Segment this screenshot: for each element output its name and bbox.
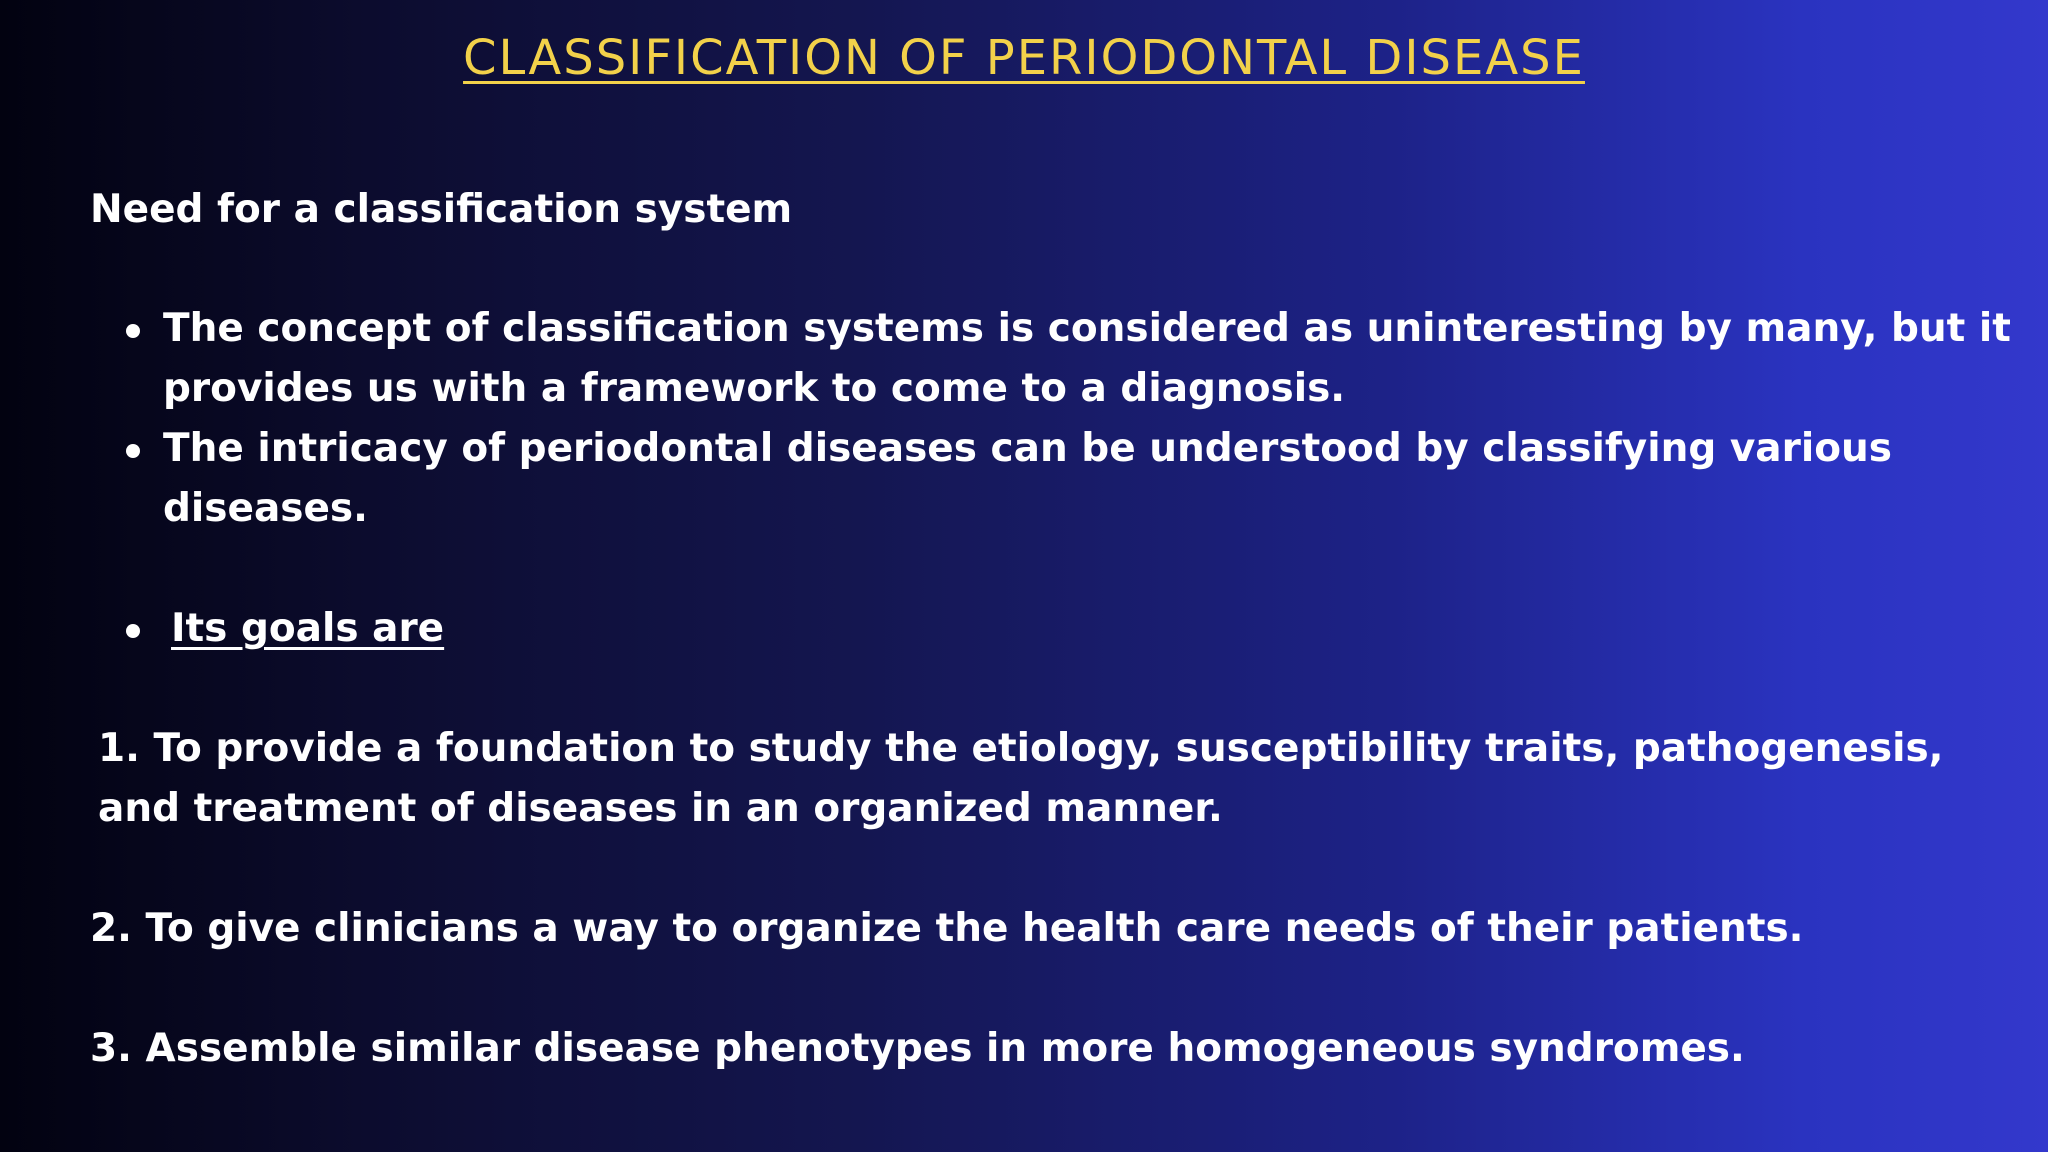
bullet-list (90, 299, 2011, 659)
bullet-text: The intricacy of periodontal diseases can be understood by classifying various diseases. (163, 426, 1892, 531)
slide-content (90, 180, 2011, 1079)
bullet-item (90, 299, 2023, 419)
bullet-item (90, 419, 2023, 539)
goal-item-1: 1. To provide a foundation to study the etiology, susceptibility traits, pathogenesis, and treatment of diseases in an organized manner. (98, 726, 1944, 831)
goal-item-3: 3. Assemble similar disease phenotypes in more homogeneous syndromes. (90, 1026, 1745, 1071)
bullet-dot-icon (126, 444, 140, 458)
slide-title: CLASSIFICATION OF PERIODONTAL DISEASE (463, 30, 1585, 86)
bullet-item-goals (90, 599, 2023, 659)
section-subheading: Need for a classification system (90, 187, 793, 232)
bullet-text: The concept of classification systems is considered as uninteresting by many, but it provides us with a framework to come to a diagnosis. (163, 306, 2011, 411)
goals-label: Its goals are (171, 606, 445, 651)
bullet-dot-icon (126, 624, 140, 638)
bullet-dot-icon (126, 324, 140, 338)
goal-item-2: 2. To give clinicians a way to organize the health care needs of their patients. (90, 906, 1804, 951)
